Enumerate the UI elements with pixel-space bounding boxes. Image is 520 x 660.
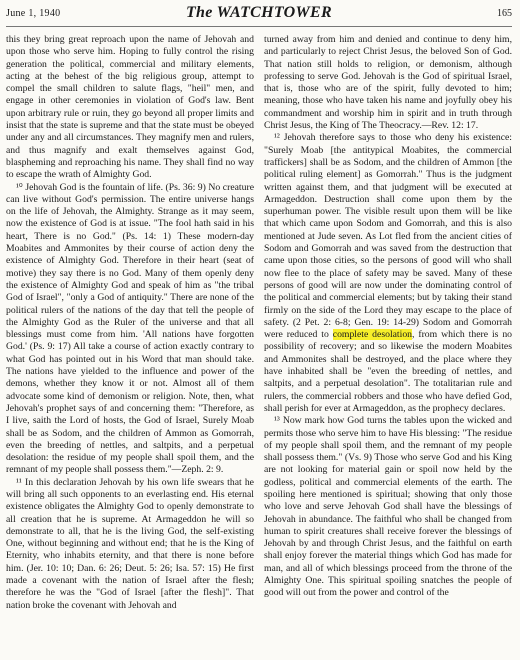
paragraph-12: [264, 132, 512, 415]
paragraph-continued: this they bring great reproach upon the name of Jehovah and upon those who serve him. Hoping to fully control the rising generation the political, commercial and military elements, acting at the behest of the big religious group, attempt to compel the small children to salute flags, "heil" men, and engage in other ceremonies in violation of God's law. Bent upon arbitrary rule or ruin, they go beyond all proper limits and insist that the state is supreme and that the state must be obeyed under any and all circumstances. They magnify men and rulers, and thus magnify and exalt themselves against God, blaspheming and reproaching his name. They shall find no way to escape the wrath of Almighty God.: [6, 34, 254, 181]
page-number: 165: [497, 8, 512, 19]
paragraph-12-text-a: ¹² Jehovah therefore says to those who deny his existence: "Surely Moab [the antitypical Moabites, the commercial traffickers] shall be as Sodom, and the children of Ammon [the political ruling element] as Gomorrah." Thus is the judgment written against them, and that judgment will be executed at Armageddon. Destruction shall come upon them by the superhuman power. The visible result upon them will be like that which came upon Sodom and Gomorrah, and this is also mentioned at Jude seven. As Lot fled from the ancient cities of Sodom and Gomorrah and was saved from the destruction that came upon those cities, so the persons of good will who shall now flee to the place of safety may be saved. Many of these persons of good will are now under the dominating control of the political and commercial elements; but by taking their stand firmly on the side of the Lord they may escape to the place of safety. (2 Pet. 2: 6-8; Gen. 19: 14-29) Sodom and Gomorrah were reduced to: [264, 132, 512, 341]
highlighted-phrase[interactable]: complete desolation: [332, 329, 413, 341]
left-column: [6, 34, 254, 656]
header-date: June 1, 1940: [6, 8, 61, 19]
page-header: [6, 4, 512, 27]
paragraph-11: ¹¹ In this declaration Jehovah by his own life swears that he will bring all such opponents to an everlasting end. His eternal existence obligates the Almighty God to openly demonstrate to all creation that he is supreme. At Armageddon he will so demonstrate to all, that he is the living God, the self-existing One, without beginning and without end; that he is the King of Eternity, who inhabits eternity, and that there is none before him. (Jer. 10: 10; Dan. 6: 26; Deut. 5: 26; Isa. 57: 15) He first made a covenant with the nation of Israel after the flesh; therefore he was the "God of Israel [after the flesh]". That nation broke the covenant with Jehovah and: [6, 476, 254, 611]
article-body: [6, 34, 512, 656]
paragraph-12-text-b: , from which there is no possibility of recovery; and so likewise the modern Moabites and Ammonites shall be destroyed, and the place where they have inhabited shall be "even the breeding of nettles, and saltpits, and a perpetual desolation". The totalitarian rule and rulers, the commercial robbers and those who have defied God, shall perish for ever at Armageddon, as the prophecy declares.: [264, 329, 512, 414]
paragraph-10: ¹⁰ Jehovah God is the fountain of life. (Ps. 36: 9) No creature can live without God's permission. The entire universe hangs on the life of Jehovah, the Almighty. Strange as it may seem, now the existence of God is at issue. "The fool hath said in his heart, There is no God." (Ps. 14: 1) These modern-day Moabites and Ammonites by their course of action deny the existence of Almighty God. Therefore in their heart (seat of motive) they say there is no God. Many of them openly deny the existence of Almighty God and speak of him as "the tribal God of Israel", "only a God of antiquity." There are none of the political rulers of the nations of the day that tell the people of the Almighty God as the Ruler of the universe and that all blessings must come from him. 'All nations have forgotten God.' (Ps. 9: 17) All take a course of action exactly contrary to what God has pointed out in his Word that man should take. The nations have yielded to the influence and power of the demons, whether they know it or not. Almost all of them advocate some kind of demonism or religion. Note, then, what Jehovah's prophet says of and concerning them: "Therefore, as I live, saith the Lord of hosts, the God of Israel, Surely Moab shall be as Sodom, and the children of Ammon as Gomorrah, even the breeding of nettles, and saltpits, and a perpetual desolation: the residue of my people shall spoil them, and the remnant of my people shall possess them."—Zeph. 2: 9.: [6, 181, 254, 476]
masthead-title: The WATCHTOWER: [185, 4, 332, 21]
paragraph-continued-right: turned away from him and denied and continue to deny him, and particularly to reject Christ Jesus, the beloved Son of God. That nation still holds to religion, or demonism, although professing to serve God. Jehovah is the God of spiritual Israel, that is, those who are of the spirit, fully devoted to him; meaning, those who have taken his name and joyfully obey his commandment and worship him in spirit and in truth through Christ Jesus, the King of The Theocracy.—Rev. 12: 17.: [264, 34, 512, 132]
paragraph-13: ¹³ Now mark how God turns the tables upon the wicked and permits those who serve him to have His blessing: "The residue of my people shall spoil them, and the remnant of my people shall possess them." (Vs. 9) Those who serve God and his King are not looking for material gain or spoil now held by the godless, political and commercial elements of the earth. The spoiling here mentioned is spiritual; showing that only those who love and serve Jehovah God shall have the blessings of Jehovah in abundance. The faithful who shall be changed from human to spirit creatures shall receive forever the blessings of Jehovah by and through Christ Jesus, and the faithful on earth shall enjoy forever the material things which God has made for man, and all of which blessings proceed from the throne of the Almighty One. This spiritual spoiling snatches the people of good will out from the power and control of the: [264, 415, 512, 599]
right-column: [264, 34, 512, 656]
